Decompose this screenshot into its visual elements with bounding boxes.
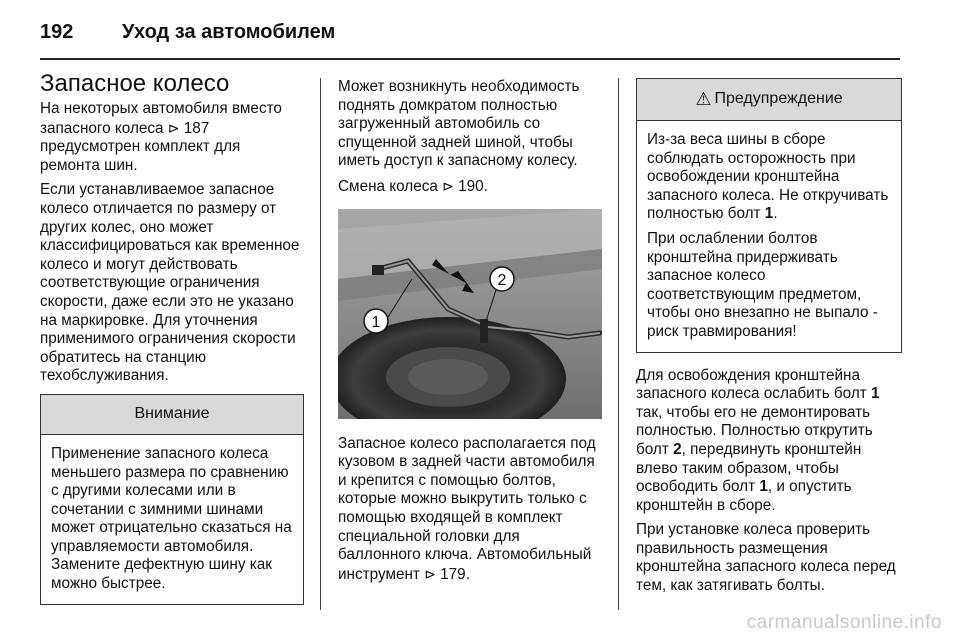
paragraph: Может возникнуть необходимость поднять домкратом полностью загруженный автомобиль со спущенной задней шиной, чтобы иметь доступ к запасному колесу. [338, 78, 580, 170]
paragraph: Если устанавливаемое запасное колесо отличается по размеру от других колес, оно может классифицироваться как временное колесо и могут действовать соответствующие ограничения скорости, даже если это не указано на маркировке. Для уточнения применимого ограничения скорости обратитесь на станцию техобслуживания. [40, 181, 300, 385]
attention-text: Применение запасного колеса меньшего размера по сравнению с другими колесами или в сочетании с зимними шинами может отрицательно сказаться на управляемости автомобиля. Замените дефектную шину как можно быстрее. [51, 444, 292, 593]
cross-reference-icon: ⊳ [167, 119, 180, 136]
page-header [40, 10, 920, 54]
page-reference[interactable]: 187 [183, 119, 210, 137]
wheel-hub [408, 359, 488, 395]
warning-text: Из-за веса шины в сборе соблюдать осторожность при освобождении кронштейна запасного колеса. Не откручивать полностью болт 1. [647, 131, 889, 223]
column-2 [338, 78, 604, 590]
paragraph: Запасное колесо располагается под кузовом в задней части автомобиля и крепится с помощью болтов, которые можно выкрутить только с помощью входящей в комплект специальной головки для баллонного ключа. Автомобильный инструмент ⊳ 179. [338, 434, 596, 583]
column-3 [636, 78, 902, 602]
spare-wheel-illustration [338, 209, 602, 419]
page-reference[interactable]: 179 [440, 565, 466, 583]
intro-paragraph: На некоторых автомобиля вместо запасного колеса ⊳ 187 предусмотрен комплект для ремонта шин. [40, 100, 282, 174]
paragraph: При установке колеса проверить правильность размещения кронштейна запасного колеса перед тем, как затягивать болты. [636, 521, 896, 595]
wheel-change-reference: Смена колеса ⊳ 190. [338, 177, 488, 195]
cross-reference-icon: ⊳ [424, 565, 436, 582]
column-divider [618, 78, 619, 610]
bolt-2 [480, 319, 488, 343]
bolt-1 [372, 265, 384, 275]
warning-box [636, 78, 902, 353]
warning-text: При ослаблении болтов кронштейна придерживать запасное колесо соответствующим предметом, чтобы оно внезапно не выпало - риск травмирования! [647, 229, 878, 340]
watermark: carmanualsonline.info [746, 612, 942, 633]
warning-title: Предупреждение [714, 90, 843, 108]
callout-2-label: 2 [497, 271, 507, 289]
cross-reference-icon: ⊳ [442, 177, 454, 194]
attention-title: Внимание [41, 395, 303, 435]
paragraph: Для освобождения кронштейна запасного колеса ослабить болт 1 так, чтобы его не демонтировать полностью. Полностью открутить болт 2, передвинуть кронштейн влево таким образом, чтобы освободить болт 1, и опустить кронштейн в сборе. [636, 366, 880, 514]
header-divider [40, 58, 900, 60]
spare-wheel-figure [338, 209, 602, 419]
warning-triangle-icon: ⚠ [695, 89, 712, 110]
section-title: Запасное колесо [40, 70, 230, 97]
page-reference[interactable]: 190 [458, 177, 484, 195]
page-number: 192 [40, 20, 74, 43]
column-1 [40, 70, 304, 605]
attention-box [40, 394, 304, 605]
column-divider [320, 78, 321, 610]
chapter-title: Уход за автомобилем [122, 20, 336, 43]
callout-1-label: 1 [371, 313, 381, 331]
warning-header [637, 79, 901, 121]
